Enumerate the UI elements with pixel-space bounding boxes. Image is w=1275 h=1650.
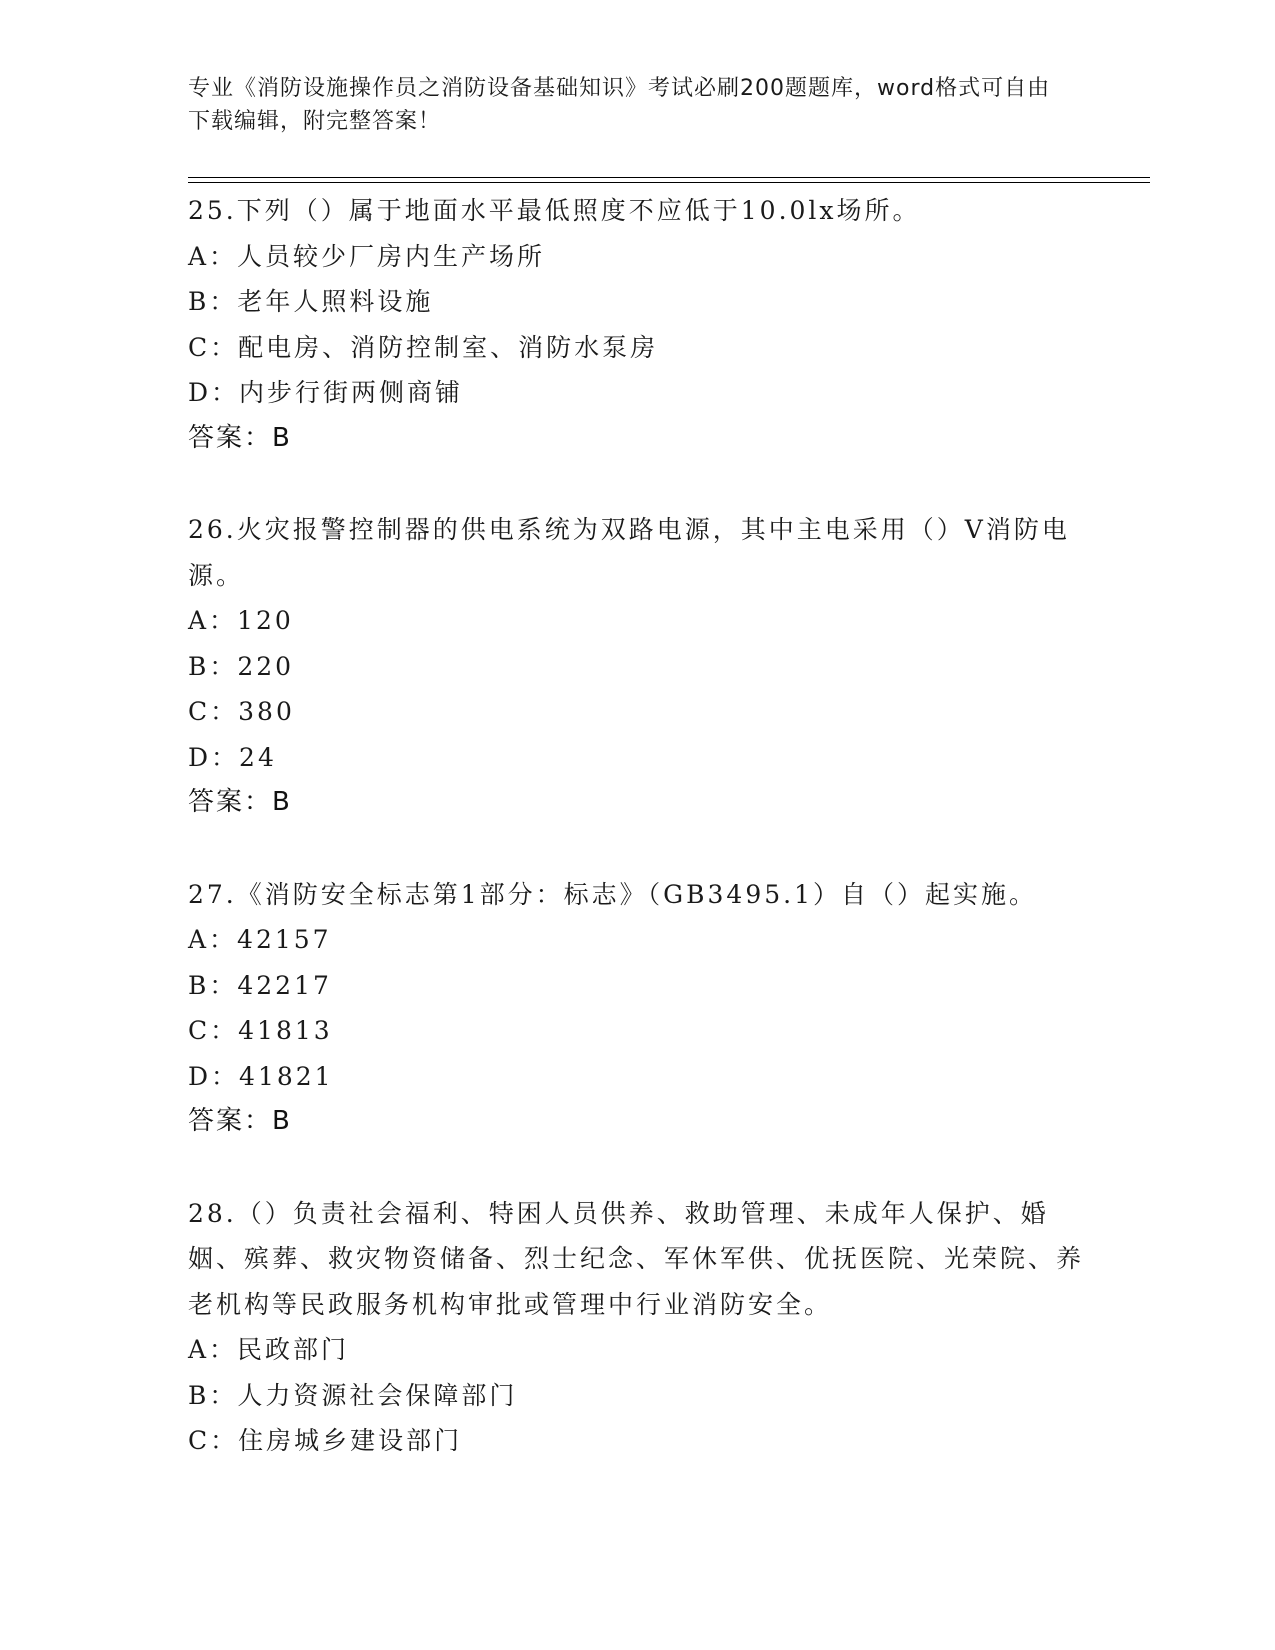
option-c: C：41813 bbox=[188, 1016, 333, 1045]
option-b: B：220 bbox=[188, 651, 295, 681]
question-text: 27.《消防安全标志第1部分：标志》（GB3495.1）自（）起实施。 bbox=[188, 879, 1037, 909]
option-b: B：42217 bbox=[188, 970, 332, 1000]
option-d: D：41821 bbox=[188, 1061, 334, 1091]
header-double-rule bbox=[188, 177, 1150, 183]
answer-label: 答案：B bbox=[188, 787, 292, 817]
option-c: C：配电房、消防控制室、消防水泵房 bbox=[188, 332, 659, 362]
question-text: 26.火灾报警控制器的供电系统为双路电源，其中主电采用（）V消防电源。 bbox=[188, 515, 1070, 590]
question-text: 28.（）负责社会福利、特困人员供养、救助管理、未成年人保护、婚姻、殡葬、救灾物资储备、烈士纪念、军休军供、优抚医院、光荣院、养老机构等民政服务机构审批或管理中行业消防安全。 bbox=[188, 1198, 1085, 1319]
question-27 bbox=[188, 872, 1088, 1145]
option-c: C：住房城乡建设部门 bbox=[188, 1426, 463, 1455]
option-a: A：120 bbox=[188, 606, 294, 635]
answer-label: 答案：B bbox=[188, 1106, 292, 1136]
option-a: A：人员较少厂房内生产场所 bbox=[188, 241, 546, 271]
document-header: 专业《消防设施操作员之消防设备基础知识》考试必刷200题题库，word格式可自由下载编辑，附完整答案！ bbox=[188, 76, 1051, 134]
question-25 bbox=[188, 188, 1088, 461]
option-b: B：人力资源社会保障部门 bbox=[188, 1380, 518, 1410]
question-26 bbox=[188, 507, 1088, 826]
option-a: A：民政部门 bbox=[188, 1335, 350, 1364]
option-c: C：380 bbox=[188, 697, 295, 726]
option-b: B：老年人照料设施 bbox=[188, 287, 434, 316]
question-text: 25.下列（）属于地面水平最低照度不应低于10.0lx场所。 bbox=[188, 196, 921, 225]
option-a: A：42157 bbox=[188, 925, 332, 954]
option-d: D：内步行街两侧商铺 bbox=[188, 378, 464, 407]
option-d: D：24 bbox=[188, 742, 277, 772]
question-list bbox=[188, 188, 1088, 1510]
question-28 bbox=[188, 1191, 1088, 1464]
answer-label: 答案：B bbox=[188, 422, 292, 453]
